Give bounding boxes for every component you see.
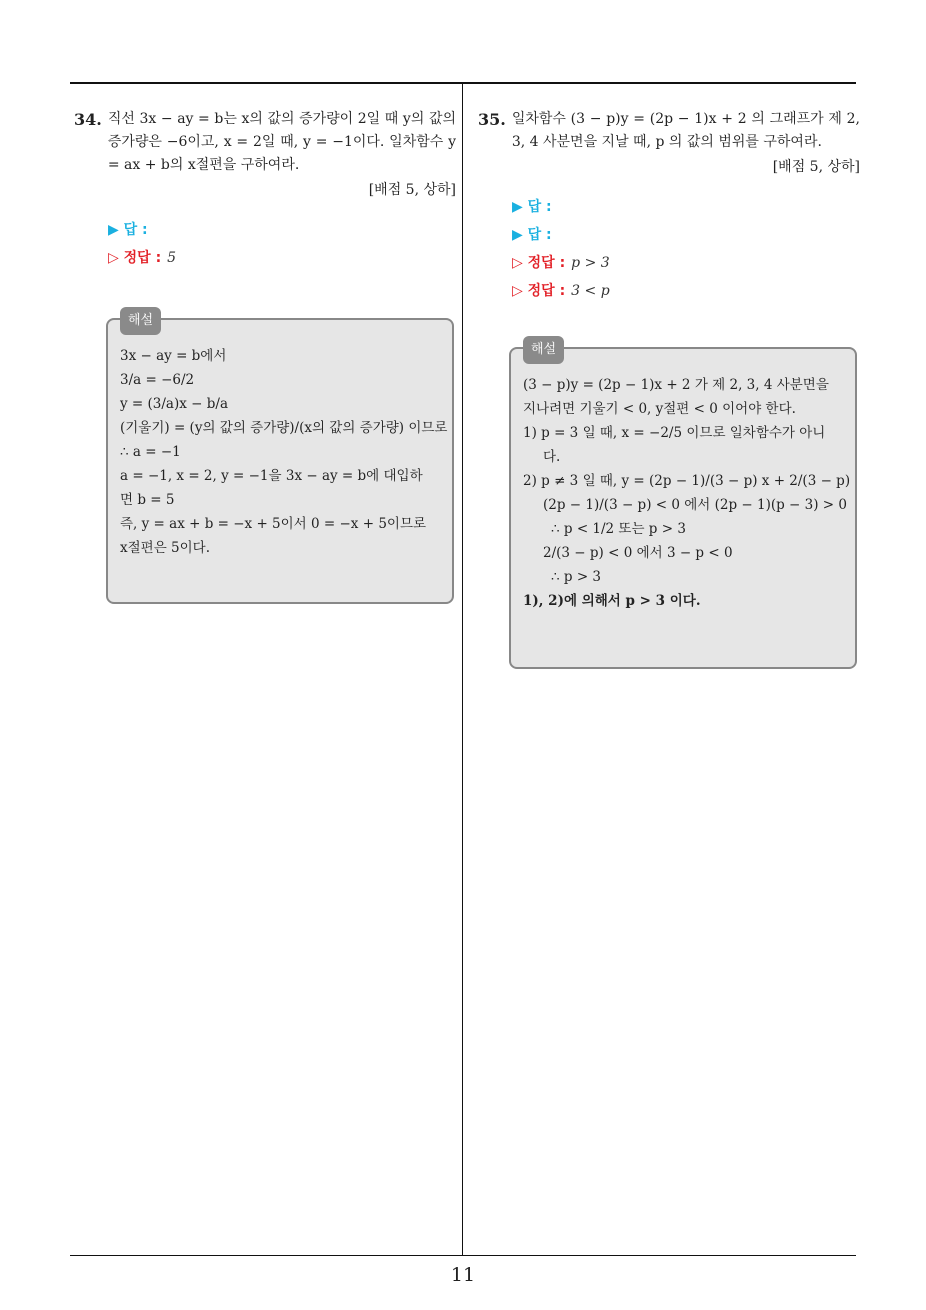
problem-source: [배점 5, 상하] [772, 159, 860, 175]
top-rule [70, 82, 856, 84]
bottom-rule [70, 1255, 856, 1256]
answer-label: ▶ 답 : [512, 227, 552, 243]
answer-row [108, 216, 456, 244]
answer-label: ▶ 답 : [108, 222, 148, 238]
problem-34 [74, 108, 456, 272]
column-divider [462, 84, 463, 1256]
answer-row [512, 193, 860, 221]
solution-line: 3/a = −6/2 [120, 372, 195, 388]
correct-label: ▷ 정답 : [512, 255, 566, 271]
answer-block [108, 216, 456, 272]
correct-answer-row [108, 244, 456, 272]
solution-line: ∴ p > 3 [551, 569, 602, 585]
solution-line: (3 − p)y = (2p − 1)x + 2 가 제 2, 3, 4 사분면을 [523, 377, 829, 393]
solution-tag: 해설 [523, 336, 564, 364]
solution-line: (2p − 1)/(3 − p) < 0 에서 (2p − 1)(p − 3) > 0 [543, 497, 847, 513]
solution-line: 지나려면 기울기 < 0, y절편 < 0 이어야 한다. [523, 401, 796, 417]
solution-box-35 [509, 342, 857, 669]
solution-line: 3x − ay = b에서 [120, 348, 227, 364]
correct-value: 3 < p [571, 283, 610, 299]
problem-text: 일차함수 (3 − p)y = (2p − 1)x + 2 의 그래프가 제 2, 3, 4 사분면을 지날 때, p 의 값의 범위를 구하여라. [511, 111, 860, 150]
solution-tag: 해설 [120, 307, 161, 335]
solution-line: (기울기) = (y의 값의 증가량)/(x의 값의 증가량) 이므로 [120, 420, 448, 436]
answer-block [512, 193, 860, 305]
solution-box-34 [106, 313, 454, 604]
solution-line: 즉, y = ax + b = −x + 5이서 0 = −x + 5이므로 [120, 516, 427, 532]
problem-text: 직선 3x − ay = b는 x의 값의 증가량이 2일 때 y의 값의 증가량은 −6이고, x = 2일 때, y = −1이다. 일차함수 y = ax + b의 x절편을 구하여라. [107, 111, 456, 173]
answer-label: ▶ 답 : [512, 199, 552, 215]
solution-line: 2/(3 − p) < 0 에서 3 − p < 0 [543, 545, 733, 561]
page-number: 11 [450, 1264, 476, 1286]
correct-label: ▷ 정답 : [512, 283, 566, 299]
solution-line: y = (3/a)x − b/a [120, 396, 228, 412]
solution-line: 다. [543, 449, 561, 465]
solution-line: 1) p = 3 일 때, x = −2/5 이므로 일차함수가 아니 [523, 425, 826, 441]
solution-line: a = −1, x = 2, y = −1을 3x − ay = b에 대입하 [120, 468, 423, 484]
problem-source: [배점 5, 상하] [368, 182, 456, 198]
solution-line: 1), 2)에 의해서 p > 3 이다. [523, 593, 701, 609]
problem-35 [478, 108, 860, 305]
problem-number: 34. [74, 110, 102, 129]
solution-line: 2) p ≠ 3 일 때, y = (2p − 1)/(3 − p) x + 2/(3 − p) [523, 473, 851, 489]
solution-line: 면 b = 5 [120, 492, 175, 508]
correct-value: 5 [167, 250, 177, 266]
correct-value: p > 3 [571, 255, 610, 271]
correct-label: ▷ 정답 : [108, 250, 162, 266]
correct-answer-row [512, 277, 860, 305]
solution-line: ∴ p < 1/2 또는 p > 3 [551, 521, 686, 537]
answer-row [512, 221, 860, 249]
correct-answer-row [512, 249, 860, 277]
solution-line: x절편은 5이다. [120, 540, 210, 556]
solution-line: ∴ a = −1 [120, 444, 181, 460]
problem-number: 35. [478, 110, 506, 129]
